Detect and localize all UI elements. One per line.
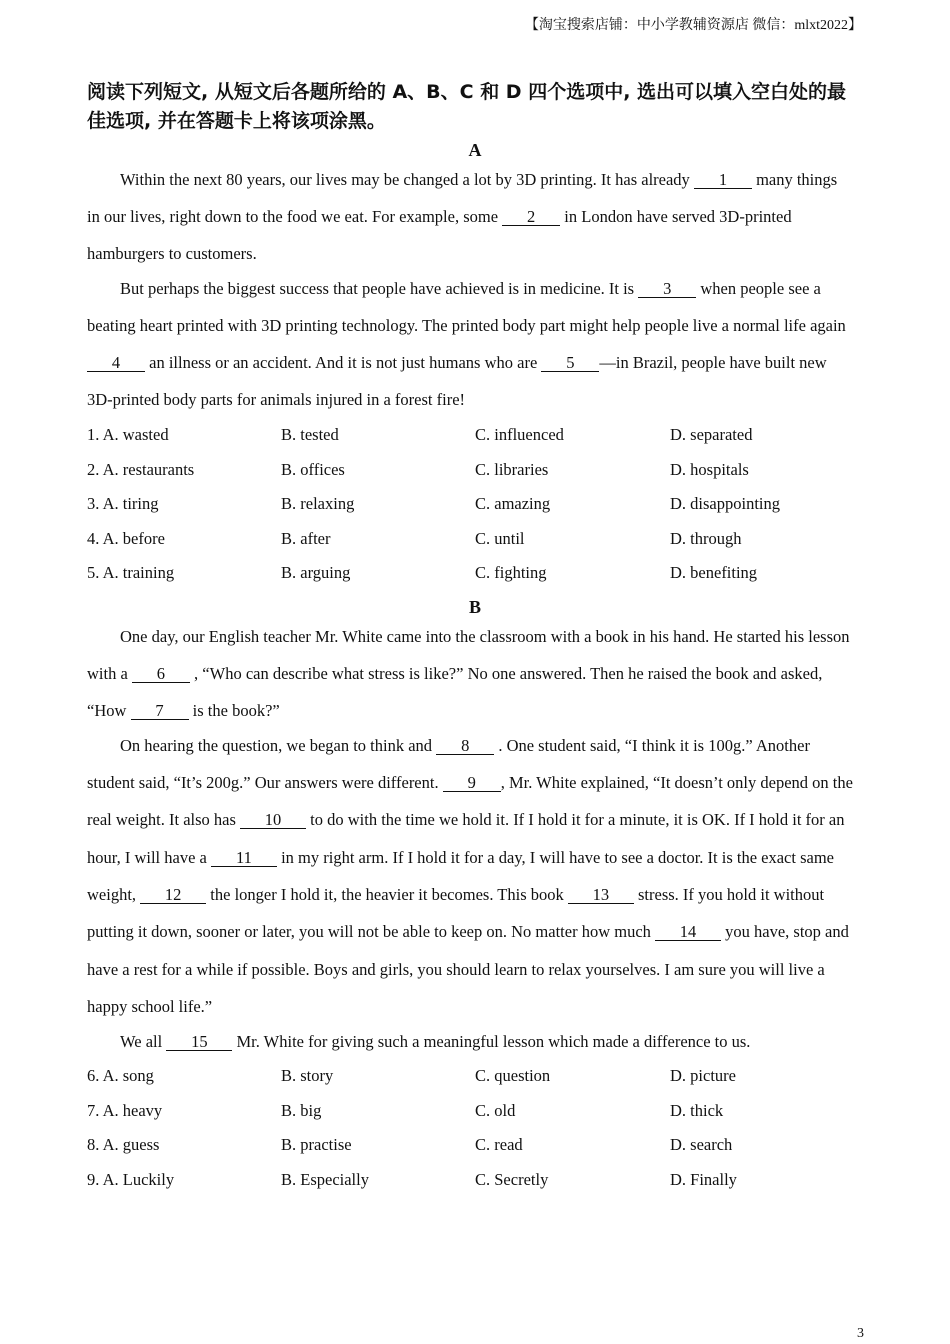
blank-1[interactable]: 1: [694, 172, 752, 189]
option[interactable]: D. separated: [670, 425, 753, 444]
option[interactable]: C. fighting: [475, 563, 547, 582]
option[interactable]: D. picture: [670, 1066, 736, 1085]
option[interactable]: C. influenced: [475, 425, 564, 444]
option[interactable]: 8. A. guess: [87, 1135, 160, 1154]
section-title-a: A: [468, 140, 482, 160]
blank-12[interactable]: 12: [140, 887, 206, 904]
option[interactable]: B. practise: [281, 1135, 352, 1154]
option[interactable]: 1. A. wasted: [87, 425, 169, 444]
option[interactable]: 7. A. heavy: [87, 1101, 163, 1120]
option[interactable]: B. arguing: [281, 563, 351, 582]
passage-line: hamburgers to customers.: [87, 244, 257, 263]
blank-8[interactable]: 8: [436, 738, 494, 755]
passage-line: Within the next 80 years, our lives may be changed a lot by 3D printing. It has already 1 many things: [120, 170, 838, 189]
passage-line: student said, “It’s 200g.” Our answers were different. 9 , Mr. White explained, “It doesn’t only depend on the: [87, 773, 853, 792]
option[interactable]: D. disappointing: [670, 494, 780, 513]
option[interactable]: B. tested: [281, 425, 339, 444]
option[interactable]: D. thick: [670, 1101, 724, 1120]
option[interactable]: B. relaxing: [281, 494, 355, 513]
passage-line: real weight. It also has 10 to do with the time we hold it. If I hold it for a minute, it is OK. If I hold it for an: [87, 810, 845, 829]
option[interactable]: C. old: [475, 1101, 516, 1120]
instruction-text: 阅读下列短文, 从短文后各题所给的 A、B、C 和 D 四个选项中, 选出可以填入空白处的最佳选项, 并在答题卡上将该项涂黑。: [87, 81, 847, 132]
blank-5[interactable]: 5: [541, 355, 599, 372]
blank-15[interactable]: 15: [166, 1034, 232, 1051]
option[interactable]: C. Secretly: [475, 1170, 549, 1189]
passage-line: 4 an illness or an accident. And it is not just humans who are 5 —in Brazil, people have built new: [87, 353, 827, 373]
option[interactable]: C. amazing: [475, 494, 551, 513]
option[interactable]: 6. A. song: [87, 1066, 154, 1085]
passage-line: with a 6 , “Who can describe what stress is like?” No one answered. Then he raised the book and asked,: [87, 664, 823, 683]
option[interactable]: B. after: [281, 529, 331, 548]
option[interactable]: 3. A. tiring: [87, 494, 159, 513]
passage-line: in our lives, right down to the food we eat. For example, some 2 in London have served 3D-printed: [87, 207, 792, 226]
passage-line: putting it down, sooner or later, you will not be able to keep on. No matter how much 14 you have, stop and: [87, 922, 849, 941]
blank-13[interactable]: 13: [568, 887, 634, 904]
blank-9[interactable]: 9: [443, 775, 501, 792]
passage-line: weight, 12 the longer I hold it, the heavier it becomes. This book 13 stress. If you hold it without: [87, 885, 825, 904]
passage-line: On hearing the question, we began to think and 8 . One student said, “I think it is 100g.” Another: [120, 736, 810, 755]
option[interactable]: D. Finally: [670, 1170, 737, 1189]
passage-line: “How 7 is the book?”: [87, 701, 280, 720]
passage-line: But perhaps the biggest success that people have achieved is in medicine. It is 3 when people see a: [120, 279, 821, 298]
option[interactable]: C. until: [475, 529, 525, 548]
blank-10[interactable]: 10: [240, 812, 306, 829]
option[interactable]: C. question: [475, 1066, 551, 1085]
blank-4[interactable]: 4: [87, 355, 145, 372]
option[interactable]: B. story: [281, 1066, 334, 1085]
page-header: 【淘宝搜索店铺：中小学教辅资源店 微信：mlxt2022】: [524, 18, 862, 33]
blank-2[interactable]: 2: [502, 209, 560, 226]
option[interactable]: C. libraries: [475, 460, 549, 479]
option[interactable]: 9. A. Luckily: [87, 1170, 175, 1189]
passage-line: One day, our English teacher Mr. White came into the classroom with a book in his hand. He started his lesson: [120, 627, 850, 646]
passage-line: We all 15 Mr. White for giving such a meaningful lesson which made a difference to us.: [120, 1032, 751, 1051]
page-number: 3: [857, 1326, 864, 1341]
passage-line: happy school life.”: [87, 997, 213, 1016]
option[interactable]: 2. A. restaurants: [87, 460, 195, 479]
option[interactable]: D. search: [670, 1135, 733, 1154]
blank-11[interactable]: 11: [211, 850, 277, 867]
blank-6[interactable]: 6: [132, 666, 190, 683]
option[interactable]: 5. A. training: [87, 563, 175, 582]
passage-line: beating heart printed with 3D printing technology. The printed body part might help people live a normal life again: [87, 316, 846, 335]
option[interactable]: C. read: [475, 1135, 523, 1154]
blank-3[interactable]: 3: [638, 281, 696, 298]
option[interactable]: 4. A. before: [87, 529, 165, 548]
option[interactable]: D. benefiting: [670, 563, 758, 582]
option[interactable]: D. hospitals: [670, 460, 749, 479]
blank-7[interactable]: 7: [131, 703, 189, 720]
passage-line: have a rest for a while if possible. Boys and girls, you should learn to relax yourselves. I am sure you will live a: [87, 960, 825, 979]
section-title-b: B: [468, 597, 481, 617]
option[interactable]: B. Especially: [281, 1170, 369, 1189]
option[interactable]: D. through: [670, 529, 742, 548]
passage-line: 3D-printed body parts for animals injured in a forest fire!: [87, 390, 466, 409]
passage-line: hour, I will have a 11 in my right arm. If I hold it for a day, I will have to see a doctor. It is the exact same: [87, 848, 834, 867]
option[interactable]: B. big: [281, 1101, 322, 1120]
option[interactable]: B. offices: [281, 460, 345, 479]
blank-14[interactable]: 14: [655, 924, 721, 941]
